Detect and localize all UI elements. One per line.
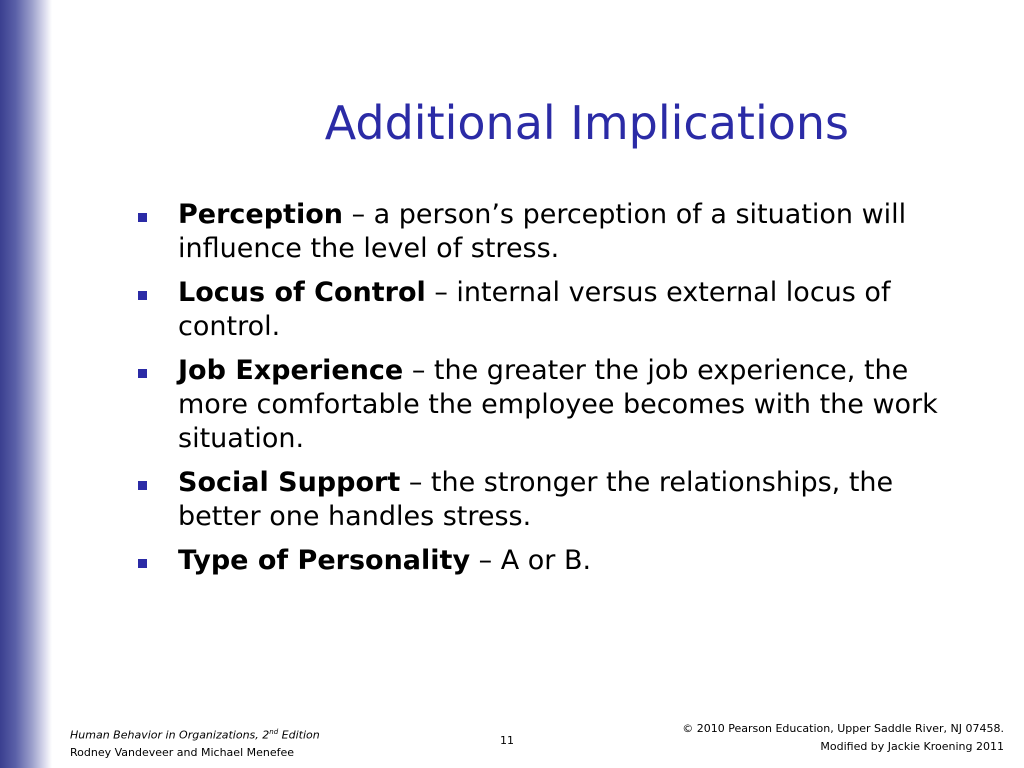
footer-copyright: © 2010 Pearson Education, Upper Saddle River, NJ 07458. [682, 722, 1004, 735]
bullet-description: – A or B. [470, 545, 592, 576]
bullet-list [138, 198, 998, 588]
bullet-term: Type of Personality [178, 545, 471, 576]
footer-book-edition: Edition [278, 728, 320, 742]
bullet-term: Social Support [178, 467, 401, 498]
bullet-square-icon [138, 213, 147, 222]
bullet-text [178, 198, 978, 266]
bullet-term: Job Experience [178, 355, 404, 386]
footer-book-title-line [70, 724, 320, 744]
bullet-item [138, 276, 998, 344]
footer-book-info [70, 724, 320, 761]
footer-book-superscript: nd [269, 728, 279, 736]
footer-book-title: Human Behavior in Organizations, 2 [70, 728, 270, 742]
bullet-term: Perception [178, 199, 343, 230]
footer-modified: Modified by Jackie Kroening 2011 [820, 740, 1004, 753]
bullet-item [138, 198, 998, 266]
bullet-square-icon [138, 291, 147, 300]
bullet-description: – a person’s perception of a situation will influence the level of stress. [178, 199, 907, 264]
footer-copyright-info [682, 720, 1004, 756]
slide-page-number: 11 [500, 734, 514, 747]
bullet-term: Locus of Control [178, 277, 426, 308]
bullet-square-icon [138, 559, 147, 568]
bullet-text [178, 544, 978, 578]
bullet-description: – internal versus external locus of control. [178, 277, 891, 342]
slide-title: Additional Implications [324, 96, 849, 150]
bullet-item [138, 544, 998, 578]
bullet-description: – the greater the job experience, the more comfortable the employee becomes with the work situation. [178, 355, 938, 454]
bullet-square-icon [138, 481, 147, 490]
bullet-item [138, 466, 998, 534]
bullet-item [138, 354, 998, 456]
bullet-text [178, 354, 978, 456]
bullet-square-icon [138, 369, 147, 378]
footer-authors: Rodney Vandeveer and Michael Menefee [70, 745, 295, 759]
bullet-text [178, 466, 978, 534]
bullet-text [178, 276, 978, 344]
bullet-description: – the stronger the relationships, the better one handles stress. [178, 467, 894, 532]
